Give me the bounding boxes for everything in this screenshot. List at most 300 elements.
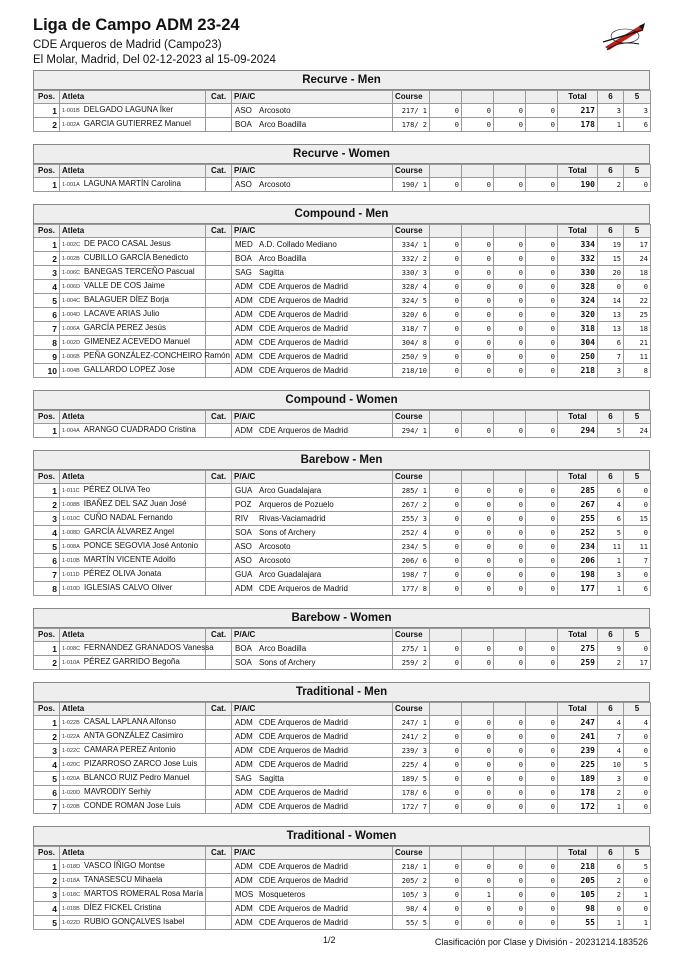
total-cell: 206	[558, 554, 598, 568]
distance-score-cell: 0	[494, 656, 526, 670]
distance-score-cell: 0	[494, 554, 526, 568]
table-row	[34, 916, 651, 930]
table-row	[34, 484, 651, 498]
club-code: BOA	[235, 119, 252, 129]
distance-score-cell: 0	[430, 252, 462, 266]
athlete-cell	[60, 336, 206, 350]
club-name: CDE Arqueros de Madrid	[259, 583, 348, 593]
distance-score-cell: 0	[494, 308, 526, 322]
distance-score-cell: 0	[494, 744, 526, 758]
distance-score-cell: 0	[462, 744, 494, 758]
six-count-cell: 15	[598, 252, 624, 266]
distance-score-cell: 0	[430, 118, 462, 132]
header-empty	[494, 165, 526, 178]
table-header-row	[34, 91, 651, 104]
six-count-cell: 4	[598, 498, 624, 512]
athlete-code: 1-011D	[62, 572, 80, 578]
header-six: 6	[598, 411, 624, 424]
total-cell: 198	[558, 568, 598, 582]
five-count-cell: 0	[624, 568, 651, 582]
distance-score-cell: 0	[494, 252, 526, 266]
athlete-code: 1-002A	[62, 122, 80, 128]
table-row	[34, 582, 651, 596]
course-cell: 178/ 6	[393, 786, 430, 800]
position-cell: 1	[34, 178, 60, 192]
distance-score-cell: 0	[494, 238, 526, 252]
header-empty	[430, 471, 462, 484]
athlete-cell	[60, 252, 206, 266]
athlete-cell	[60, 800, 206, 814]
position-cell: 1	[34, 484, 60, 498]
category-cell	[206, 364, 232, 378]
six-count-cell: 13	[598, 322, 624, 336]
table-row	[34, 322, 651, 336]
athlete-code: 1-022B	[62, 720, 80, 726]
distance-score-cell: 0	[430, 322, 462, 336]
six-count-cell: 3	[598, 104, 624, 118]
header-six: 6	[598, 165, 624, 178]
distance-score-cell: 0	[526, 512, 558, 526]
distance-score-cell: 0	[430, 424, 462, 438]
header-six: 6	[598, 225, 624, 238]
club-cell	[232, 322, 393, 336]
course-cell: 218/10	[393, 364, 430, 378]
table-row	[34, 266, 651, 280]
header-empty	[462, 225, 494, 238]
course-cell: 190/ 1	[393, 178, 430, 192]
club-code: POZ	[235, 499, 252, 509]
athlete-name: GARCÍA ÁLVAREZ Angel	[84, 527, 175, 536]
athlete-name: DE PACO CASAL Jesus	[84, 239, 171, 248]
total-cell: 178	[558, 118, 598, 132]
header-total: Total	[558, 471, 598, 484]
position-cell: 4	[34, 902, 60, 916]
course-cell: 332/ 2	[393, 252, 430, 266]
distance-score-cell: 0	[430, 642, 462, 656]
table-row	[34, 786, 651, 800]
athlete-name: PIZARROSO ZARCO Jose Luis	[84, 759, 198, 768]
header-total: Total	[558, 225, 598, 238]
course-cell: 275/ 1	[393, 642, 430, 656]
position-cell: 1	[34, 424, 60, 438]
club-cell	[232, 526, 393, 540]
athlete-cell	[60, 730, 206, 744]
athlete-cell	[60, 350, 230, 364]
header-empty	[462, 165, 494, 178]
club-cell	[232, 424, 393, 438]
table-row	[34, 178, 651, 192]
position-cell: 6	[34, 308, 60, 322]
club-name: Rivas-Vaciamadrid	[259, 513, 326, 523]
table-row	[34, 744, 651, 758]
total-cell: 247	[558, 716, 598, 730]
course-cell: 250/ 9	[393, 350, 430, 364]
club-name: Arco Boadilla	[259, 119, 307, 129]
results-table	[33, 224, 651, 378]
category-cell	[206, 744, 232, 758]
club-cell	[232, 916, 393, 930]
header-pos: Pos.	[34, 629, 60, 642]
category-cell	[206, 308, 232, 322]
five-count-cell: 0	[624, 526, 651, 540]
athlete-cell	[60, 916, 206, 930]
header-course: Course	[393, 847, 430, 860]
club-cell	[232, 642, 393, 656]
distance-score-cell: 0	[462, 336, 494, 350]
header-empty	[526, 165, 558, 178]
distance-score-cell: 0	[430, 716, 462, 730]
table-row	[34, 512, 651, 526]
distance-score-cell: 0	[430, 582, 462, 596]
distance-score-cell: 0	[494, 526, 526, 540]
position-cell: 2	[34, 730, 60, 744]
athlete-name: GALLARDO LOPEZ Jose	[83, 365, 175, 374]
athlete-name: MARTOS ROMERAL Rosa María	[84, 889, 204, 898]
six-count-cell: 4	[598, 744, 624, 758]
header-athlete: Atleta	[60, 471, 206, 484]
athlete-code: 1-011C	[62, 488, 80, 494]
page-footer	[33, 933, 650, 949]
distance-score-cell: 0	[494, 860, 526, 874]
total-cell: 105	[558, 888, 598, 902]
header-pos: Pos.	[34, 165, 60, 178]
club-code: ADM	[235, 323, 253, 333]
athlete-cell	[60, 540, 206, 554]
header-pos: Pos.	[34, 225, 60, 238]
header-cat: Cat.	[206, 847, 232, 860]
distance-score-cell: 0	[526, 104, 558, 118]
header-empty	[430, 703, 462, 716]
section-title: Barebow - Men	[33, 450, 650, 470]
athlete-name: IGLESIAS CALVO Oliver	[84, 583, 173, 592]
distance-score-cell: 0	[430, 104, 462, 118]
club-code: BOA	[235, 253, 252, 263]
header-club: P/A/C	[232, 703, 393, 716]
club-name: Mosqueteros	[259, 889, 306, 899]
athlete-name: GARCIA GUTIERREZ Manuel	[83, 119, 191, 128]
athlete-code: 1-010D	[62, 586, 81, 592]
distance-score-cell: 0	[494, 758, 526, 772]
five-count-cell: 0	[624, 744, 651, 758]
header-total: Total	[558, 411, 598, 424]
athlete-code: 1-020C	[62, 762, 81, 768]
section-title: Barebow - Women	[33, 608, 650, 628]
athlete-code: 1-002C	[62, 242, 81, 248]
total-cell: 320	[558, 308, 598, 322]
header-club: P/A/C	[232, 91, 393, 104]
athlete-code: 1-006D	[62, 284, 81, 290]
course-cell: 324/ 5	[393, 294, 430, 308]
course-cell: 178/ 2	[393, 118, 430, 132]
header-empty	[462, 703, 494, 716]
athlete-name: PEÑA GONZÁLEZ-CONCHEIRO Ramón	[83, 351, 230, 360]
header-empty	[494, 91, 526, 104]
club-cell	[232, 902, 393, 916]
athlete-cell	[60, 178, 206, 192]
five-count-cell: 6	[624, 118, 651, 132]
category-cell	[206, 512, 232, 526]
category-cell	[206, 772, 232, 786]
club-name: CDE Arqueros de Madrid	[259, 875, 348, 885]
distance-score-cell: 0	[526, 758, 558, 772]
distance-score-cell: 0	[430, 656, 462, 670]
section-title: Recurve - Men	[33, 70, 650, 90]
header-five: 5	[624, 91, 651, 104]
course-cell: 205/ 2	[393, 874, 430, 888]
club-code: ADM	[235, 787, 253, 797]
category-cell	[206, 568, 232, 582]
header-five: 5	[624, 703, 651, 716]
distance-score-cell: 0	[526, 118, 558, 132]
club-code: ADM	[235, 861, 253, 871]
five-count-cell: 17	[624, 656, 651, 670]
distance-score-cell: 0	[526, 642, 558, 656]
table-row	[34, 902, 651, 916]
distance-score-cell: 0	[430, 902, 462, 916]
distance-score-cell: 0	[494, 582, 526, 596]
club-name: Sons of Archery	[259, 527, 316, 537]
athlete-code: 1-018D	[62, 864, 81, 870]
club-name: CDE Arqueros de Madrid	[259, 717, 348, 727]
category-cell	[206, 582, 232, 596]
header-five: 5	[624, 411, 651, 424]
header-course: Course	[393, 165, 430, 178]
distance-score-cell: 0	[430, 266, 462, 280]
position-cell: 8	[34, 336, 60, 350]
distance-score-cell: 0	[462, 730, 494, 744]
category-cell	[206, 118, 232, 132]
club-name: CDE Arqueros de Madrid	[259, 917, 348, 927]
athlete-code: 1-004A	[62, 428, 80, 434]
header-club: P/A/C	[232, 629, 393, 642]
results-table	[33, 164, 651, 192]
table-row	[34, 238, 651, 252]
athlete-name: RUBIO GONÇALVES Isabel	[84, 917, 185, 926]
athlete-code: 1-006C	[62, 270, 81, 276]
course-cell: 318/ 7	[393, 322, 430, 336]
distance-score-cell: 0	[494, 266, 526, 280]
event-location-dates: El Molar, Madrid, Del 02-12-2023 al 15-09-2024	[33, 54, 276, 66]
six-count-cell: 0	[598, 902, 624, 916]
athlete-cell	[60, 238, 206, 252]
header-course: Course	[393, 703, 430, 716]
club-name: A.D. Collado Mediano	[259, 239, 337, 249]
club-cell	[232, 730, 393, 744]
club-cell	[232, 350, 393, 364]
six-count-cell: 0	[598, 280, 624, 294]
athlete-code: 1-018B	[62, 906, 80, 912]
header-empty	[462, 411, 494, 424]
results-table	[33, 410, 651, 438]
distance-score-cell: 0	[526, 582, 558, 596]
position-cell: 6	[34, 554, 60, 568]
category-cell	[206, 484, 232, 498]
table-row	[34, 730, 651, 744]
category-cell	[206, 336, 232, 350]
club-code: BOA	[235, 643, 252, 653]
athlete-code: 1-001B	[62, 108, 80, 114]
position-cell: 2	[34, 874, 60, 888]
athlete-name: IBAÑEZ DEL SAZ Juan José	[83, 499, 187, 508]
header-club: P/A/C	[232, 471, 393, 484]
six-count-cell: 3	[598, 772, 624, 786]
six-count-cell: 1	[598, 554, 624, 568]
athlete-cell	[60, 266, 206, 280]
six-count-cell: 1	[598, 916, 624, 930]
five-count-cell: 0	[624, 730, 651, 744]
athlete-name: GARCÍA PEREZ Jesús	[83, 323, 166, 332]
six-count-cell: 2	[598, 888, 624, 902]
distance-score-cell: 0	[526, 860, 558, 874]
table-row	[34, 888, 651, 902]
category-cell	[206, 800, 232, 814]
five-count-cell: 0	[624, 800, 651, 814]
table-row	[34, 656, 651, 670]
total-cell: 255	[558, 512, 598, 526]
results-section	[33, 204, 650, 378]
total-cell: 294	[558, 424, 598, 438]
results-section	[33, 390, 650, 438]
distance-score-cell: 0	[526, 336, 558, 350]
five-count-cell: 11	[624, 540, 651, 554]
athlete-cell	[60, 568, 206, 582]
course-cell: 218/ 1	[393, 860, 430, 874]
athlete-code: 1-008D	[62, 530, 81, 536]
table-row	[34, 642, 651, 656]
club-name: CDE Arqueros de Madrid	[259, 801, 348, 811]
club-name: Sagitta	[259, 773, 284, 783]
course-cell: 198/ 7	[393, 568, 430, 582]
athlete-name: MARTÍN VICENTE Adolfo	[83, 555, 176, 564]
results-section	[33, 144, 650, 192]
club-cell	[232, 118, 393, 132]
header-five: 5	[624, 225, 651, 238]
athlete-name: DELGADO LAGUNA Íker	[83, 105, 174, 114]
header-empty	[462, 847, 494, 860]
club-name: CDE Arqueros de Madrid	[259, 861, 348, 871]
table-row	[34, 540, 651, 554]
header-empty	[526, 91, 558, 104]
club-code: ADM	[235, 281, 253, 291]
course-cell: 252/ 4	[393, 526, 430, 540]
distance-score-cell: 0	[526, 308, 558, 322]
category-cell	[206, 280, 232, 294]
distance-score-cell: 0	[462, 104, 494, 118]
athlete-cell	[60, 554, 206, 568]
table-row	[34, 800, 651, 814]
total-cell: 55	[558, 916, 598, 930]
position-cell: 7	[34, 568, 60, 582]
distance-score-cell: 0	[462, 716, 494, 730]
distance-score-cell: 0	[494, 280, 526, 294]
distance-score-cell: 0	[462, 568, 494, 582]
six-count-cell: 6	[598, 336, 624, 350]
distance-score-cell: 0	[462, 424, 494, 438]
header-athlete: Atleta	[60, 411, 206, 424]
position-cell: 1	[34, 642, 60, 656]
athlete-cell	[60, 874, 206, 888]
position-cell: 6	[34, 786, 60, 800]
header-empty	[526, 629, 558, 642]
distance-score-cell: 0	[526, 526, 558, 540]
table-row	[34, 336, 651, 350]
club-code: ADM	[235, 425, 253, 435]
distance-score-cell: 0	[526, 916, 558, 930]
distance-score-cell: 0	[494, 350, 526, 364]
results-section	[33, 608, 650, 670]
athlete-name: CUÑO NADAL Fernando	[84, 513, 173, 522]
five-count-cell: 0	[624, 786, 651, 800]
distance-score-cell: 0	[430, 916, 462, 930]
table-row	[34, 526, 651, 540]
five-count-cell: 22	[624, 294, 651, 308]
club-name: CDE Arqueros de Madrid	[259, 759, 348, 769]
athlete-code: 1-004C	[62, 298, 81, 304]
total-cell: 304	[558, 336, 598, 350]
header-athlete: Atleta	[60, 91, 206, 104]
distance-score-cell: 0	[526, 888, 558, 902]
club-name: CDE Arqueros de Madrid	[259, 903, 348, 913]
course-cell: 55/ 5	[393, 916, 430, 930]
distance-score-cell: 0	[494, 294, 526, 308]
five-count-cell: 25	[624, 308, 651, 322]
distance-score-cell: 0	[494, 364, 526, 378]
header-empty	[526, 847, 558, 860]
club-cell	[232, 744, 393, 758]
total-cell: 318	[558, 322, 598, 336]
club-cell	[232, 656, 393, 670]
distance-score-cell: 0	[430, 744, 462, 758]
six-count-cell: 19	[598, 238, 624, 252]
header-course: Course	[393, 91, 430, 104]
club-name: Arcosoto	[259, 179, 291, 189]
distance-score-cell: 0	[462, 350, 494, 364]
distance-score-cell: 0	[462, 484, 494, 498]
five-count-cell: 5	[624, 758, 651, 772]
distance-score-cell: 0	[526, 498, 558, 512]
distance-score-cell: 0	[430, 336, 462, 350]
distance-score-cell: 0	[526, 424, 558, 438]
position-cell: 4	[34, 280, 60, 294]
five-count-cell: 0	[624, 902, 651, 916]
athlete-code: 1-004D	[62, 312, 81, 318]
club-name: CDE Arqueros de Madrid	[259, 365, 348, 375]
athlete-cell	[60, 118, 206, 132]
category-cell	[206, 902, 232, 916]
athlete-name: LACAVE ARIAS Julio	[84, 309, 160, 318]
course-cell: 247/ 1	[393, 716, 430, 730]
total-cell: 275	[558, 642, 598, 656]
total-cell: 334	[558, 238, 598, 252]
page-number: 1/2	[323, 935, 336, 945]
athlete-cell	[60, 280, 206, 294]
header-empty	[430, 225, 462, 238]
section-title: Traditional - Women	[33, 826, 650, 846]
five-count-cell: 18	[624, 266, 651, 280]
distance-score-cell: 0	[462, 238, 494, 252]
table-row	[34, 308, 651, 322]
club-name: Arqueros de Pozuelo	[259, 499, 334, 509]
club-cell	[232, 786, 393, 800]
six-count-cell: 20	[598, 266, 624, 280]
distance-score-cell: 0	[430, 860, 462, 874]
club-code: ADM	[235, 309, 253, 319]
distance-score-cell: 0	[526, 786, 558, 800]
athlete-cell	[60, 582, 206, 596]
header-pos: Pos.	[34, 91, 60, 104]
club-name: CDE Arqueros de Madrid	[259, 281, 348, 291]
header-pos: Pos.	[34, 411, 60, 424]
